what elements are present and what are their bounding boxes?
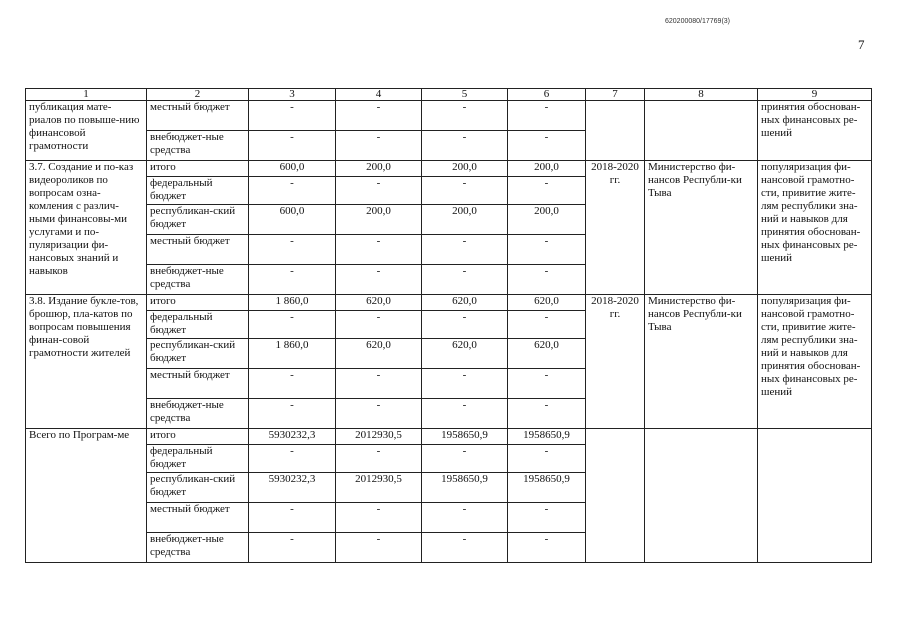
value-cell: -	[249, 533, 336, 563]
funding-source: местный бюджет	[147, 101, 249, 131]
value-cell: 1958650,9	[508, 429, 586, 445]
executor-cell: Министерство фи-нансов Республи-ки Тыва	[645, 161, 758, 295]
funding-source: местный бюджет	[147, 503, 249, 533]
value-cell: -	[249, 445, 336, 473]
funding-source: федеральный бюджет	[147, 445, 249, 473]
value-cell: -	[249, 101, 336, 131]
value-cell: 5930232,3	[249, 429, 336, 445]
value-cell: -	[508, 235, 586, 265]
column-header: 4	[336, 89, 422, 101]
value-cell: 5930232,3	[249, 473, 336, 503]
value-cell: -	[508, 101, 586, 131]
value-cell: 200,0	[336, 161, 422, 177]
value-cell: 620,0	[336, 339, 422, 369]
document-number: 620200080/17769(3)	[665, 18, 731, 25]
value-cell: 2012930,5	[336, 429, 422, 445]
value-cell: 620,0	[508, 295, 586, 311]
value-cell: -	[336, 533, 422, 563]
value-cell: -	[508, 503, 586, 533]
page-number: 7	[858, 37, 865, 52]
column-header: 9	[758, 89, 872, 101]
value-cell: -	[422, 445, 508, 473]
funding-source: республикан-ский бюджет	[147, 473, 249, 503]
funding-source: итого	[147, 161, 249, 177]
value-cell: 1 860,0	[249, 295, 336, 311]
period-cell	[586, 429, 645, 563]
value-cell: 620,0	[422, 339, 508, 369]
value-cell: -	[336, 177, 422, 205]
value-cell: -	[336, 311, 422, 339]
funding-source: местный бюджет	[147, 369, 249, 399]
value-cell: 1958650,9	[422, 429, 508, 445]
column-header: 3	[249, 89, 336, 101]
column-header: 8	[645, 89, 758, 101]
period-cell	[586, 101, 645, 161]
funding-source: внебюджет-ные средства	[147, 265, 249, 295]
value-cell: -	[422, 533, 508, 563]
column-header: 1	[26, 89, 147, 101]
value-cell: -	[422, 235, 508, 265]
value-cell: -	[336, 445, 422, 473]
value-cell: -	[422, 177, 508, 205]
value-cell: 1958650,9	[422, 473, 508, 503]
value-cell: 200,0	[422, 161, 508, 177]
value-cell: 200,0	[508, 161, 586, 177]
value-cell: -	[422, 503, 508, 533]
value-cell: -	[508, 311, 586, 339]
value-cell: 200,0	[336, 205, 422, 235]
funding-source: внебюджет-ные средства	[147, 399, 249, 429]
value-cell: -	[508, 265, 586, 295]
funding-source: внебюджет-ные средства	[147, 131, 249, 161]
value-cell: -	[249, 265, 336, 295]
executor-cell	[645, 429, 758, 563]
value-cell: 1958650,9	[508, 473, 586, 503]
value-cell: -	[336, 131, 422, 161]
column-header: 5	[422, 89, 508, 101]
activity-name: 3.7. Создание и по-каз видеороликов по вопросам озна-комления с различ-ными финансовы-ми услугами и по-пуляризации фи-нансовых знаний и навыков	[26, 161, 147, 295]
goal-cell: принятия обоснован-ных финансовых ре-шений	[758, 101, 872, 161]
value-cell: -	[249, 131, 336, 161]
activity-name: 3.8. Издание букле-тов, брошюр, пла-катов по вопросам повышения финан-совой грамотности жителей	[26, 295, 147, 429]
value-cell: -	[508, 177, 586, 205]
value-cell: 1 860,0	[249, 339, 336, 369]
goal-cell: популяризация фи-нансовой грамотно-сти, привитие жите-лям республики зна-ний и навыков для принятия обоснован-ных финансовых ре-шений	[758, 295, 872, 429]
header-row	[26, 89, 872, 101]
funding-source: внебюджет-ные средства	[147, 533, 249, 563]
activity-name: Всего по Програм-ме	[26, 429, 147, 563]
funding-source: федеральный бюджет	[147, 311, 249, 339]
value-cell: -	[336, 399, 422, 429]
value-cell: -	[508, 399, 586, 429]
value-cell: 620,0	[508, 339, 586, 369]
funding-source: итого	[147, 295, 249, 311]
funding-source: республикан-ский бюджет	[147, 339, 249, 369]
funding-source: местный бюджет	[147, 235, 249, 265]
funding-source: республикан-ский бюджет	[147, 205, 249, 235]
value-cell: 620,0	[336, 295, 422, 311]
value-cell: -	[249, 235, 336, 265]
activity-name: публикация мате-риалов по повыше-нию финансовой грамотности	[26, 101, 147, 161]
value-cell: 200,0	[508, 205, 586, 235]
value-cell: -	[249, 399, 336, 429]
period-cell: 2018-2020 гг.	[586, 161, 645, 295]
value-cell: -	[336, 503, 422, 533]
value-cell: 200,0	[422, 205, 508, 235]
value-cell: -	[508, 533, 586, 563]
table-row	[26, 295, 872, 311]
value-cell: -	[422, 101, 508, 131]
value-cell: -	[249, 311, 336, 339]
column-header: 7	[586, 89, 645, 101]
table-row	[26, 161, 872, 177]
column-header: 2	[147, 89, 249, 101]
value-cell: -	[249, 369, 336, 399]
value-cell: -	[336, 235, 422, 265]
value-cell: -	[508, 369, 586, 399]
value-cell: -	[336, 265, 422, 295]
value-cell: -	[422, 131, 508, 161]
goal-cell: популяризация фи-нансовой грамотно-сти, привитие жите-лям республики зна-ний и навыков для принятия обоснован-ных финансовых ре-шений	[758, 161, 872, 295]
value-cell: -	[249, 503, 336, 533]
value-cell: -	[336, 369, 422, 399]
value-cell: -	[422, 311, 508, 339]
table-row	[26, 101, 872, 131]
funding-source: федеральный бюджет	[147, 177, 249, 205]
value-cell: 2012930,5	[336, 473, 422, 503]
value-cell: -	[422, 399, 508, 429]
executor-cell	[645, 101, 758, 161]
value-cell: -	[508, 131, 586, 161]
program-table	[25, 88, 872, 563]
table-row	[26, 429, 872, 445]
value-cell: 600,0	[249, 205, 336, 235]
value-cell: 600,0	[249, 161, 336, 177]
value-cell: -	[422, 265, 508, 295]
value-cell: -	[508, 445, 586, 473]
value-cell: -	[336, 101, 422, 131]
value-cell: -	[422, 369, 508, 399]
funding-source: итого	[147, 429, 249, 445]
goal-cell	[758, 429, 872, 563]
value-cell: -	[249, 177, 336, 205]
executor-cell: Министерство фи-нансов Республи-ки Тыва	[645, 295, 758, 429]
period-cell: 2018-2020 гг.	[586, 295, 645, 429]
column-header: 6	[508, 89, 586, 101]
value-cell: 620,0	[422, 295, 508, 311]
